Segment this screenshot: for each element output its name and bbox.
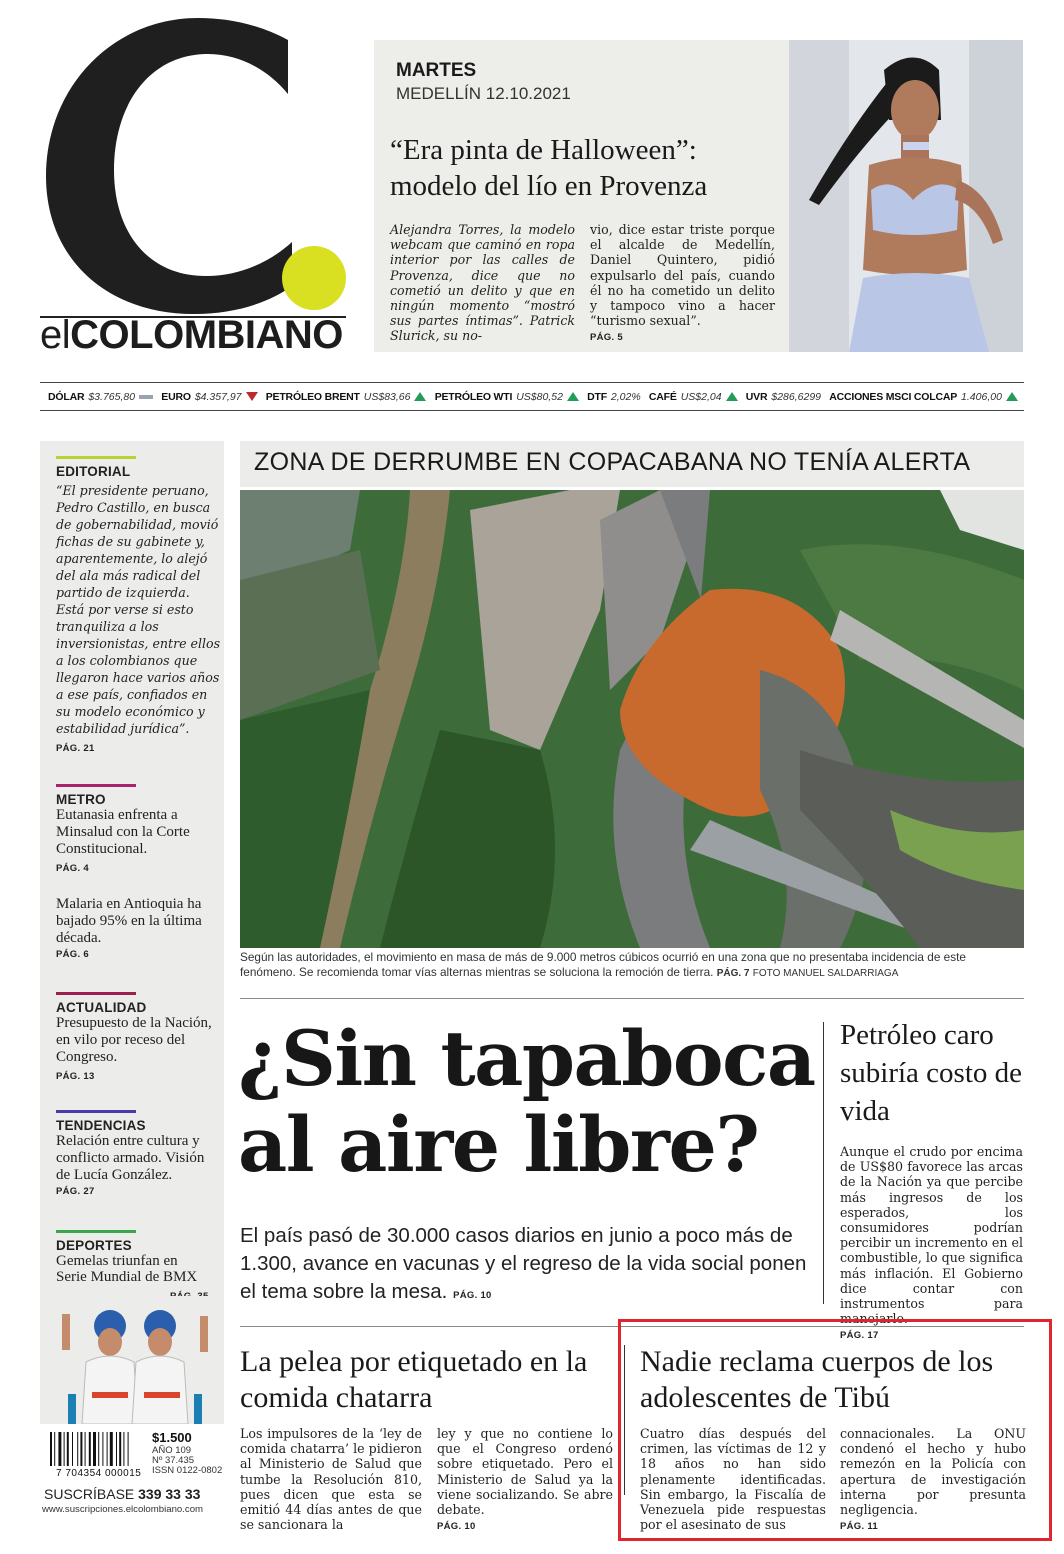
ticker-item [587, 391, 641, 403]
ticker-value: 1.406,00 [961, 390, 1002, 403]
edition-dateline: MEDELLÍN 12.10.2021 [396, 84, 571, 103]
barcode-bar [102, 1432, 103, 1466]
brand-name: COLOMBIANO [70, 313, 343, 357]
logo-dot [282, 246, 346, 310]
subscribe-label: SUSCRÍBASE [44, 1486, 135, 1502]
section-page: PÁG. 4 [56, 863, 89, 874]
cover-price: $1.500 [152, 1430, 192, 1445]
section-title: METRO [56, 792, 106, 807]
trend-up-icon [726, 392, 738, 401]
ticker-value: 2,02% [610, 390, 641, 403]
trend-up-icon [1006, 392, 1018, 401]
ticker-item [161, 391, 257, 403]
junk-food-headline[interactable]: La pelea por etiquetado en la comida chatarra [240, 1345, 588, 1414]
trend-up-icon [567, 392, 579, 401]
section-color-bar [56, 784, 136, 787]
lead-photo-caption [240, 950, 1024, 981]
ticker-value: US$80,52 [516, 390, 563, 403]
caption-text: Según las autoridades, el movimiento en masa de más de 9.000 metros cúbicos ocurrió en una zona que no presentaba incidencia de este fenómeno. Se recomienda tomar vías alternas mientras se soluciona la remoción de tierra. [240, 950, 966, 979]
metro-item-2: Malaria en Antioquia ha bajado 95% en la última década. [56, 896, 202, 946]
metro-item-1: Eutanasia enfrenta a Minsalud con la Corte Constitucional. [56, 807, 190, 857]
subscribe-phone: 339 33 33 [138, 1486, 201, 1502]
barcode-bar [85, 1432, 86, 1466]
caption-credit: FOTO MANUEL SALDARRIAGA [752, 968, 899, 979]
oil-story-page[interactable]: PÁG. 17 [840, 1330, 879, 1342]
barcode-bar [93, 1432, 96, 1466]
top-story-text-2: vio, dice estar triste porque el alcalde de Medellín, Daniel Quintero, pidió expulsarlo del país, cuando él no ha cometido un delito y tampoco vino a hacer “turismo sexual”. [590, 222, 775, 329]
caption-page[interactable]: PÁG. 7 [716, 968, 750, 979]
ticker-label: PETRÓLEO WTI [434, 390, 513, 403]
model-photo[interactable] [789, 40, 1023, 352]
ticker-label: CAFÉ [648, 390, 677, 403]
editorial-quote: “El presidente peruano, Pedro Castillo, en busca de gobernabilidad, movió fichas de su gabinete y, aparentemente, lo alejó del ala más radical del partido de izquierda. Está por verse si esto tranquiliza a los inversionistas, entre ellos a los colombianos que llegaron hace varios años a ese país, confiados en su modelo económico y estabilidad jurídica”. [56, 483, 221, 736]
logo-letter-c-shape [46, 18, 292, 314]
issue-year: AÑO 109 [152, 1445, 192, 1456]
section-color-bar [56, 1230, 136, 1233]
ticker-label: DÓLAR [48, 390, 85, 403]
ticker-item [48, 391, 153, 403]
trend-up-icon [414, 392, 426, 401]
column-divider [823, 1022, 824, 1304]
barcode-bar [64, 1432, 65, 1466]
barcode-bar [77, 1432, 78, 1466]
lead-story-title[interactable]: ZONA DE DERRUMBE EN COPACABANA NO TENÍA ALERTA [254, 448, 971, 476]
market-ticker [40, 382, 1024, 411]
barcode-bar [98, 1432, 99, 1466]
ticker-label: ACCIONES MSCI COLCAP [829, 390, 958, 403]
ticker-label: DTF [587, 390, 607, 403]
junk-food-page[interactable]: PÁG. 10 [437, 1521, 476, 1533]
section-title: DEPORTES [56, 1238, 132, 1253]
top-story-headline[interactable]: “Era pinta de Halloween”: modelo del lío en Provenza [390, 134, 708, 202]
issue-info [152, 1446, 222, 1476]
sidebar-section-actualidad[interactable] [56, 992, 221, 1082]
section-page: PÁG. 27 [56, 1186, 95, 1197]
barcode-bar [72, 1432, 73, 1466]
main-story-page[interactable]: PÁG. 10 [453, 1290, 492, 1301]
section-page: PÁG. 21 [56, 743, 95, 754]
barcode-bar [128, 1432, 129, 1466]
oil-story-text [840, 1144, 1023, 1344]
section-color-bar [56, 456, 136, 459]
tibu-page[interactable]: PÁG. 11 [840, 1521, 879, 1533]
sidebar-section-deportes[interactable] [56, 1230, 221, 1285]
ticker-label: UVR [745, 390, 768, 403]
barcode-bar [116, 1432, 117, 1466]
main-story-deck [240, 1222, 810, 1310]
ticker-item [266, 391, 427, 403]
ticker-value: US$83,66 [363, 390, 411, 403]
landslide-aerial-photo[interactable] [240, 490, 1024, 948]
section-color-bar [56, 992, 136, 995]
deportes-item: Gemelas triunfan en Serie Mundial de BMX [56, 1253, 198, 1285]
tendencias-item: Relación entre cultura y conflicto armado. Visión de Lucía González. [56, 1133, 205, 1183]
main-headline[interactable]: ¿Sin tapaboca al aire libre? [238, 1014, 815, 1189]
barcode-bar [123, 1432, 124, 1466]
junk-food-column-2 [437, 1426, 613, 1534]
ticker-item [649, 391, 738, 403]
section-page: PÁG. 13 [56, 1071, 95, 1082]
sidebar-section-tendencias[interactable] [56, 1110, 221, 1197]
subscribe-url[interactable]: www.suscripciones.elcolombiano.com [42, 1504, 204, 1515]
ticker-value: $4.357,97 [194, 390, 242, 403]
junk-food-text-2: ley y que no contiene lo que el Congreso ordenó sobre etiquetado. Pero el Ministerio de Salud ya la viene socializando. Se abre debate. [437, 1426, 613, 1518]
top-story-column-2 [590, 222, 775, 346]
subscribe-line[interactable] [44, 1486, 200, 1502]
ticker-item [829, 391, 1018, 403]
barcode-bar [89, 1432, 91, 1466]
ticker-item [746, 391, 821, 403]
sidebar-section-editorial[interactable] [56, 456, 221, 754]
brand-logo[interactable] [38, 6, 358, 326]
edition-day: MARTES [396, 60, 477, 81]
barcode-bar [54, 1432, 55, 1466]
tibu-column-2 [840, 1426, 1026, 1534]
top-story-page[interactable]: PÁG. 5 [590, 332, 623, 344]
trend-down-icon [246, 392, 258, 401]
oil-story-body: Aunque el crudo por encima de US$80 favorece las arcas de la Nación ya que percibe más ingresos de los esperados, los consumidores podrían percibir un incremento en el combustible, lo que significa más inflación. El Gobierno dice contar con instrumentos para manejarlo. [840, 1144, 1023, 1327]
issue-number: Nº 37.435 [152, 1455, 195, 1466]
top-story-text-1: Alejandra Torres, la modelo webcam que caminó en ropa interior por las calles de Provenza, dice que no cometió un delito y que en ningún momento “mostró sus partes íntimas”. Patrick Slurick, su no- [390, 222, 575, 344]
barcode-bar [67, 1432, 69, 1466]
barcode-block [40, 1430, 224, 1490]
oil-story-headline[interactable]: Petróleo caro subiría costo de vida [840, 1019, 1023, 1127]
barcode-bar [107, 1432, 108, 1466]
barcode-bar [119, 1432, 121, 1466]
brand-prefix: el [40, 313, 71, 357]
actualidad-item: Presupuesto de la Nación, en vilo por receso del Congreso. [56, 1015, 212, 1065]
ticker-item [435, 391, 579, 403]
section-color-bar [56, 1110, 136, 1113]
tibu-headline[interactable]: Nadie reclama cuerpos de los adolescentes de Tibú [640, 1345, 994, 1414]
tibu-text-2: connacionales. La ONU condenó el hecho y hubo remezón en la Policía con apertura de investigación interna por presunta negligencia. [840, 1426, 1026, 1518]
issn: ISSN 0122-0802 [152, 1465, 223, 1476]
ticker-label: EURO [161, 390, 191, 403]
barcode-bar [58, 1432, 61, 1466]
section-title: EDITORIAL [56, 464, 131, 479]
sidebar-section-metro[interactable] [56, 784, 221, 960]
bmx-twins-photo[interactable] [48, 1296, 220, 1424]
ticker-value: US$2,04 [680, 390, 722, 403]
barcode-bar [50, 1432, 52, 1466]
barcode-digits: 7 704354 000015 [56, 1468, 142, 1479]
section-title: TENDENCIAS [56, 1118, 146, 1133]
section-title: ACTUALIDAD [56, 1000, 147, 1015]
section-divider [240, 998, 1024, 999]
trend-flat-icon [139, 395, 153, 399]
top-story-column-1 [390, 222, 575, 344]
brand-wordmark [40, 312, 343, 358]
ticker-label: PETRÓLEO BRENT [265, 390, 360, 403]
barcode-bar [110, 1432, 113, 1466]
barcode-bar [80, 1432, 82, 1466]
junk-food-column-1: Los impulsores de la ‘ley de comida chatarra’ le pidieron al Ministerio de Salud que tumbe la Resolución 810, pues dicen que esta se emitió 44 días antes de que se sancionara la [240, 1426, 422, 1533]
main-deck-text: El país pasó de 30.000 casos diarios en junio a poco más de 1.300, avance en vacunas y el regreso de la vida social ponen el tema sobre la mesa. [240, 1224, 807, 1303]
ticker-value: $3.765,80 [88, 390, 136, 403]
ticker-value: $286,6299 [771, 390, 821, 403]
tibu-column-1: Cuatro días después del crimen, las víctimas de 12 y 18 años no han sido plenamente identificadas. Sin embargo, la Fiscalía de Venezuela pide respuestas por el asesinato de sus [640, 1426, 826, 1533]
section-page: PÁG. 6 [56, 949, 89, 960]
